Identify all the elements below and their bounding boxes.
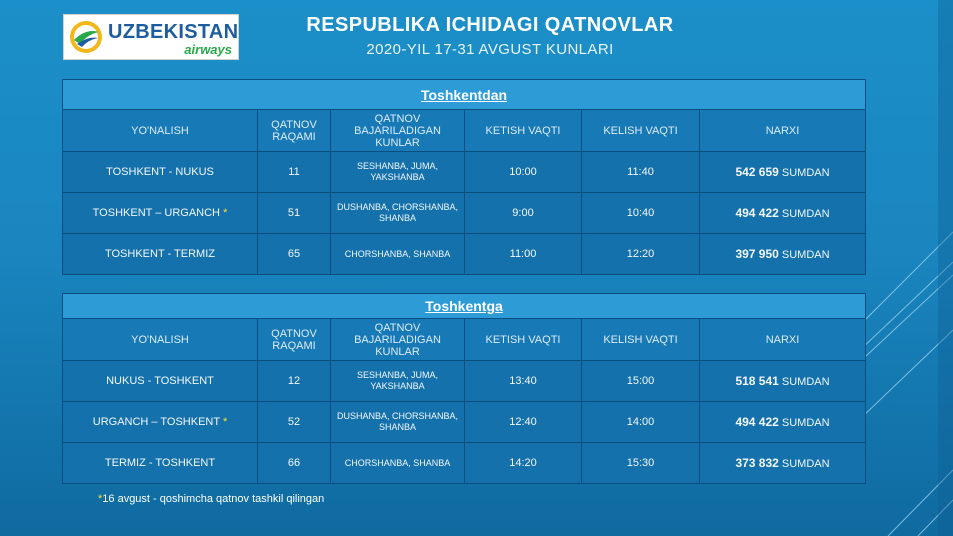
departure-time: 10:00 <box>465 152 582 193</box>
footnote <box>98 493 324 505</box>
route-cell: TERMIZ - TOSHKENT <box>63 443 258 484</box>
page-subtitle: 2020-YIL 17-31 AVGUST KUNLARI <box>366 41 614 58</box>
logo-subwordmark: airways <box>184 42 232 57</box>
days-cell: DUSHANBA, CHORSHANBA, SHANBA <box>331 193 465 234</box>
column-header-price: NARXI <box>700 319 866 361</box>
section-title: Toshkentdan <box>63 80 866 110</box>
price-cell: 494 422 SUMDAN <box>700 402 866 443</box>
route-cell: TOSHKENT – URGANCH * <box>63 193 258 234</box>
column-header-flight: QATNOV RAQAMI <box>258 319 331 361</box>
table-row <box>63 152 866 193</box>
footnote-text: 16 avgust - qoshimcha qatnov tashkil qilingan <box>102 493 325 505</box>
airline-emblem-icon <box>68 20 104 54</box>
table-row <box>63 234 866 275</box>
flight-number: 11 <box>258 152 331 193</box>
route-cell: URGANCH – TOSHKENT * <box>63 402 258 443</box>
extra-flight-marker: * <box>223 207 228 219</box>
arrival-time: 14:00 <box>582 402 700 443</box>
flight-number: 52 <box>258 402 331 443</box>
section-title: Toshkentga <box>63 294 866 319</box>
days-cell: DUSHANBA, CHORSHANBA, SHANBA <box>331 402 465 443</box>
arrival-time: 15:00 <box>582 361 700 402</box>
departure-time: 13:40 <box>465 361 582 402</box>
schedule-to-tashkent <box>62 293 866 484</box>
column-header-route: YO'NALISH <box>63 110 258 152</box>
price-cell: 494 422 SUMDAN <box>700 193 866 234</box>
days-cell: CHORSHANBA, SHANBA <box>331 443 465 484</box>
departure-time: 11:00 <box>465 234 582 275</box>
logo-wordmark: UZBEKISTAN <box>108 21 239 43</box>
column-header-departure: KETISH VAQTI <box>465 319 582 361</box>
schedule-from-tashkent <box>62 79 866 275</box>
extra-flight-marker: * <box>222 416 228 428</box>
arrival-time: 15:30 <box>582 443 700 484</box>
column-header-arrival: KELISH VAQTI <box>582 110 700 152</box>
column-header-flight: QATNOV RAQAMI <box>258 110 331 152</box>
column-header-price: NARXI <box>700 110 866 152</box>
flight-number: 66 <box>258 443 331 484</box>
flight-number: 51 <box>258 193 331 234</box>
column-header-departure: KETISH VAQTI <box>465 110 582 152</box>
days-cell: SESHANBA, JUMA, YAKSHANBA <box>331 361 465 402</box>
price-cell: 518 541 SUMDAN <box>700 361 866 402</box>
table-row <box>63 443 866 484</box>
flight-number: 12 <box>258 361 331 402</box>
days-cell: CHORSHANBA, SHANBA <box>331 234 465 275</box>
column-header-route: YO'NALISH <box>63 319 258 361</box>
footnote-star: * <box>98 493 103 505</box>
arrival-time: 12:20 <box>582 234 700 275</box>
route-cell: TOSHKENT - TERMIZ <box>63 234 258 275</box>
price-cell: 397 950 SUMDAN <box>700 234 866 275</box>
departure-time: 14:20 <box>465 443 582 484</box>
table-row <box>63 193 866 234</box>
arrival-time: 10:40 <box>582 193 700 234</box>
airline-logo <box>63 14 239 60</box>
departure-time: 9:00 <box>465 193 582 234</box>
table-row <box>63 402 866 443</box>
arrival-time: 11:40 <box>582 152 700 193</box>
flight-number: 65 <box>258 234 331 275</box>
route-cell: TOSHKENT - NUKUS <box>63 152 258 193</box>
column-header-days: QATNOV BAJARILADIGAN KUNLAR <box>331 110 465 152</box>
page-title: RESPUBLIKA ICHIDAGI QATNOVLAR <box>306 14 674 36</box>
column-header-arrival: KELISH VAQTI <box>582 319 700 361</box>
route-cell: NUKUS - TOSHKENT <box>63 361 258 402</box>
column-header-days: QATNOV BAJARILADIGAN KUNLAR <box>331 319 465 361</box>
table-row <box>63 361 866 402</box>
price-cell: 542 659 SUMDAN <box>700 152 866 193</box>
days-cell: SESHANBA, JUMA, YAKSHANBA <box>331 152 465 193</box>
departure-time: 12:40 <box>465 402 582 443</box>
price-cell: 373 832 SUMDAN <box>700 443 866 484</box>
